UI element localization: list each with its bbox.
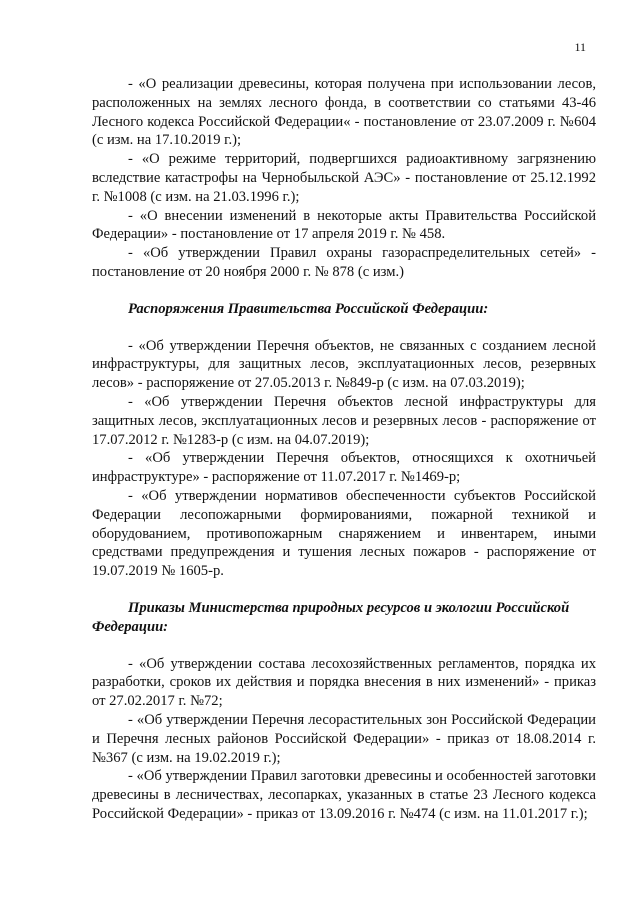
section-heading-ministry-decrees: Приказы Министерства природных ресурсов и экологии Российской Федерации: [92, 599, 570, 635]
list-item-resolution: - «О реализации древесины, которая получена при использовании лесов, расположенных на землях лесного фонда, в соответствии со статьями 43-46 Лесного кодекса Российской Федерации« - постановление от 23.07.2009 г. №604 (с изм. на 17.10.2019 г.); [92, 76, 596, 149]
document-body [92, 75, 596, 824]
list-item-decree: - «Об утверждении Правил заготовки древесины и особенностей заготовки древесины в лесничествах, лесопарках, указанных в статье 23 Лесного кодекса Российской Федерации» - приказ от 13.09.2016 г. №474 (с изм. на 11.01.2017 г.); [92, 768, 596, 822]
section-heading-government-orders: Распоряжения Правительства Российской Федерации: [128, 300, 489, 317]
list-item-order: - «Об утверждении Перечня объектов лесной инфраструктуры для защитных лесов, эксплуатационных лесов и резервных лесов - распоряжение от 17.07.2012 г. №1283-р (с изм. на 04.07.2019); [92, 393, 596, 448]
list-item-order: - «Об утверждении Перечня объектов, относящихся к охотничьей инфраструктуре» - распоряжение от 11.07.2017 г. №1469-р; [92, 450, 596, 486]
list-item-decree: - «Об утверждении состава лесохозяйственных регламентов, порядка их разработки, сроков их действия и порядка внесения в них изменений» - приказ от 27.02.2017 г. №72; [92, 655, 596, 710]
list-item-decree: - «Об утверждении Перечня лесорастительных зон Российской Федерации и Перечня лесных районов Российской Федерации» - приказ от 18.08.2014 г. №367 (с изм. на 19.02.2019 г.); [92, 711, 596, 766]
list-item-order: - «Об утверждении Перечня объектов, не связанных с созданием лесной инфраструктуры, для защитных лесов, эксплуатационных лесов, резервных лесов» - распоряжение от 27.05.2013 г. №849-р (с изм. на 07.03.2019); [92, 337, 596, 392]
list-item-resolution: - «Об утверждении Правил охраны газораспределительных сетей» - постановление от 20 ноября 2000 г. № 878 (с изм.) [92, 245, 596, 280]
list-item-resolution: - «О внесении изменений в некоторые акты Правительства Российской Федерации» - постановление от 17 апреля 2019 г. № 458. [92, 207, 596, 243]
page-number: 11 [574, 40, 586, 54]
list-item-resolution: - «О режиме территорий, подвергшихся радиоактивному загрязнению вследствие катастрофы на Чернобыльской АЭС» - постановление от 25.12.1992 г. №1008 (с изм. на 21.03.1996 г.); [92, 151, 596, 205]
list-item-order: - «Об утверждении нормативов обеспеченности субъектов Российской Федерации лесопожарными формированиями, пожарной техникой и оборудованием, противопожарным снаряжением и инвентарем, иными средствами предупреждения и тушения лесных пожаров - распоряжение от 19.07.2019 № 1605-р. [92, 487, 596, 580]
